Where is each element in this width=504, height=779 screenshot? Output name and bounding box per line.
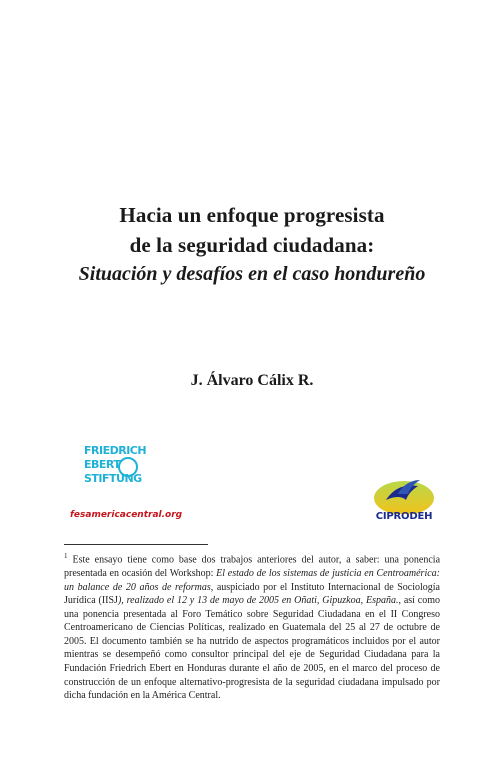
title-line-1: Hacia un enfoque progresista xyxy=(119,203,385,227)
subtitle: Situación y desafíos en el caso hondureño xyxy=(78,263,426,285)
fes-word-2: EBERT xyxy=(84,458,121,471)
footnote-separator xyxy=(64,544,208,545)
ciprodeh-wordmark: CIPRODEH xyxy=(375,511,433,522)
title-block xyxy=(0,200,504,288)
footnote-italic-2: ), realizado el 12 y 13 de mayo de 2005 en Oñati, Gipuzkoa, España. xyxy=(117,595,399,607)
title-line-2: de la seguridad ciudadana: xyxy=(129,233,375,257)
fes-word-3: STIFTUNG xyxy=(84,472,142,485)
footnote-text-2: auspiciado por el Instituto Internacional de Sociología Jurídica (IISJ xyxy=(64,581,440,607)
author-name: J. Álvaro Cálix R. xyxy=(190,372,314,389)
fes-logo xyxy=(64,440,184,522)
footnote xyxy=(64,550,440,703)
fes-url: fesamericacentral.org xyxy=(70,510,183,520)
ciprodeh-logo xyxy=(368,474,440,530)
footnote-marker: 1 xyxy=(64,552,68,560)
dove-icon xyxy=(368,474,440,514)
footnote-italic-1: El estado de los sistemas de justicia en Centroamérica: un balance de 20 años de reformas, xyxy=(64,567,440,593)
footnote-text-3: , así como una ponencia presentada al Foro Temático sobre Seguridad Ciudadana en el II Congreso Centroamericano de Ciencias Políticas, realizado en Guatemala del 25 al 27 de octubre de 2005. El documento también se ha nutrido de aspectos programáticos incluidos por el autor mientras se desempeñó como consultor principal del eje de Seguridad Ciudadana para la Fundación Friedrich Ebert en Honduras durante el año de 2005, en el marco del proceso de construcción de un enfoque alternativo-progresista de la seguridad ciudadana impulsado por dicha fundación en la América Central. xyxy=(64,595,440,702)
fes-word-1: FRIEDRICH xyxy=(84,444,147,457)
footnote-text-1: Este ensayo tiene como base dos trabajos anteriores del autor, a saber: una ponencia presentada en ocasión del Workshop: xyxy=(64,554,441,579)
